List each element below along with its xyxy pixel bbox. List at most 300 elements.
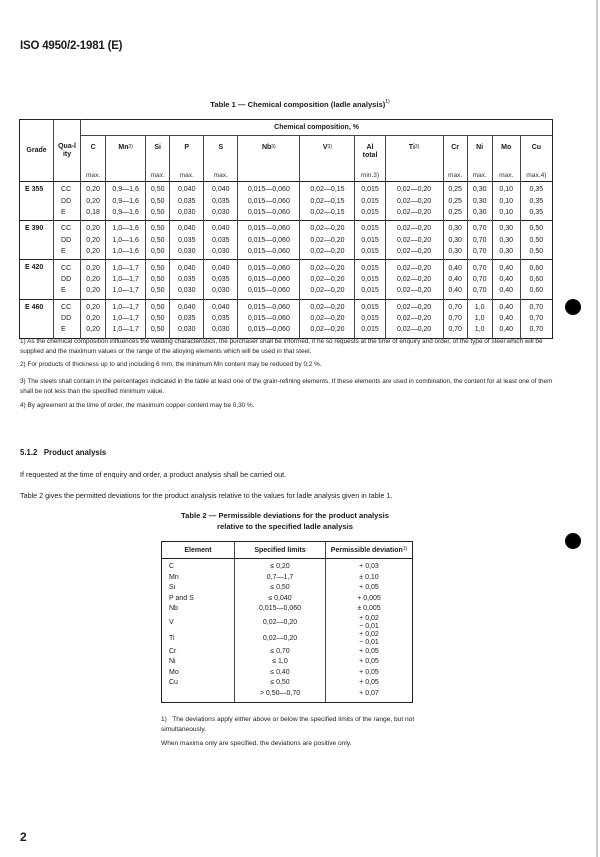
- value-cell: 0,02—0,20: [300, 221, 355, 235]
- value-cell: 0,02—0,20: [385, 182, 443, 196]
- table-row: [162, 573, 413, 584]
- grade-cell: E 460: [25, 303, 44, 311]
- value-cell: 0,02—0,20: [300, 274, 355, 285]
- table-row: [20, 260, 553, 274]
- value-cell: 0,02—0,20: [385, 221, 443, 235]
- quality-cell: E: [54, 246, 81, 260]
- limit-type: max.: [492, 170, 520, 182]
- value-cell: 0,50: [146, 285, 170, 299]
- table1-title-text: Table 1 — Chemical composition (ladle analysis): [210, 100, 386, 109]
- value-cell: 0,25: [443, 207, 467, 221]
- value-cell: 0,50: [520, 221, 552, 235]
- value-cell: 0,70: [467, 246, 492, 260]
- value-cell: 0,02—0,20: [385, 260, 443, 274]
- limit-type: [238, 170, 300, 182]
- limit-type: max.: [170, 170, 204, 182]
- value-cell: 0,015—0,060: [238, 235, 300, 246]
- page-number: 2: [20, 830, 27, 844]
- element-cell: Cu: [169, 679, 178, 687]
- deviation-value: + 0,02: [359, 614, 379, 622]
- element-cell: Mn: [169, 573, 179, 581]
- element-cell: Mo: [169, 668, 179, 676]
- element-symbol: Cr: [451, 144, 460, 151]
- specified-limit-cell: ≤ 0,40: [235, 668, 326, 679]
- deviation-value: + 0,005: [357, 594, 381, 602]
- specified-limit-cell: 0,015—0,060: [235, 604, 326, 615]
- table1-footnote-1: 1) As the chemical composition influences the welding characteristics, the purchaser shall be informed, if he so requests at the time of enquiry and order, of the type of steel which will be supplied and the maximum values or the range of the alloying elements which will be used in that steel.: [20, 338, 543, 355]
- permissible-deviation-cell: [326, 559, 413, 573]
- element-symbol: S: [218, 144, 224, 151]
- value-cell: 0,035: [170, 195, 204, 206]
- value-cell: 0,035: [204, 274, 238, 285]
- col-ti-header: [385, 136, 443, 171]
- deviation-value: ± 0,10: [359, 573, 379, 581]
- value-cell: 0,70: [467, 285, 492, 299]
- element-cell: Ni: [169, 658, 176, 666]
- value-cell: 0,50: [146, 246, 170, 260]
- value-cell: 0,25: [443, 182, 467, 196]
- value-cell: 0,040: [204, 299, 238, 313]
- value-cell: 0,70: [467, 274, 492, 285]
- value-cell: 0,015: [355, 285, 385, 299]
- col-element-header: Element: [162, 542, 235, 559]
- value-cell: 0,040: [204, 182, 238, 196]
- element-symbol: Nb: [261, 144, 272, 151]
- value-cell: 0,40: [492, 260, 520, 274]
- table-row: [162, 689, 413, 703]
- value-cell: 0,20: [81, 260, 106, 274]
- value-cell: 0,015: [355, 324, 385, 338]
- value-cell: 0,035: [204, 195, 238, 206]
- value-cell: 0,70: [443, 299, 467, 313]
- value-cell: 0,015: [355, 274, 385, 285]
- value-cell: 0,50: [146, 221, 170, 235]
- deviation-value: − 0,01: [359, 622, 379, 630]
- value-cell: 0,40: [492, 324, 520, 338]
- value-cell: 1,0—1,7: [106, 260, 146, 274]
- value-cell: 0,50: [146, 235, 170, 246]
- value-cell: 0,20: [81, 274, 106, 285]
- table-row: [20, 313, 553, 324]
- value-cell: 0,02—0,20: [385, 313, 443, 324]
- specified-limit-cell: ≤ 0,50: [235, 583, 326, 594]
- page-edge: [596, 0, 598, 857]
- value-cell: 0,50: [520, 235, 552, 246]
- table-row: [20, 221, 553, 235]
- value-cell: 0,40: [443, 285, 467, 299]
- col-specified-limits-header: Specified limits: [235, 542, 326, 559]
- table-row: [20, 207, 553, 221]
- value-cell: 0,40: [492, 299, 520, 313]
- grade-cell: E 355: [25, 186, 44, 193]
- value-cell: 0,015—0,060: [238, 274, 300, 285]
- value-cell: 0,10: [492, 207, 520, 221]
- permissible-deviation-cell: [326, 604, 413, 615]
- value-cell: 0,02—0,20: [385, 246, 443, 260]
- limit-type: max.: [467, 170, 492, 182]
- value-cell: 0,015: [355, 260, 385, 274]
- permissible-deviation-cell: [326, 678, 413, 689]
- value-cell: 0,015: [355, 313, 385, 324]
- grade-group: [20, 221, 553, 260]
- value-cell: 0,70: [443, 324, 467, 338]
- table1-title-footnote-ref: 1): [385, 99, 390, 105]
- value-cell: 0,35: [520, 182, 552, 196]
- deviation-value: + 0,05: [359, 679, 379, 687]
- value-cell: 0,015: [355, 235, 385, 246]
- value-cell: 0,40: [492, 313, 520, 324]
- deviation-value: + 0,03: [359, 563, 379, 571]
- document-id: ISO 4950/2-1981 (E): [20, 40, 123, 52]
- table2-footnote: 1) The deviations apply either above or below the specified limits of the range, but not simultaneously.: [161, 716, 416, 733]
- value-cell: 1,0: [467, 324, 492, 338]
- table-row: [20, 195, 553, 206]
- value-cell: 1,0—1,6: [106, 221, 146, 235]
- value-cell: 0,50: [146, 324, 170, 338]
- value-cell: 0,030: [204, 207, 238, 221]
- table-row: [162, 559, 413, 573]
- value-cell: 0,50: [146, 274, 170, 285]
- value-cell: 0,30: [443, 221, 467, 235]
- quality-cell: DD: [54, 235, 81, 246]
- deviation-value: − 0,01: [359, 638, 379, 646]
- value-cell: 0,50: [146, 207, 170, 221]
- value-cell: 0,40: [443, 274, 467, 285]
- value-cell: 0,02—0,20: [385, 274, 443, 285]
- quality-cell: E: [54, 324, 81, 338]
- value-cell: 0,60: [520, 285, 552, 299]
- value-cell: 0,015—0,060: [238, 207, 300, 221]
- value-cell: 0,10: [492, 195, 520, 206]
- value-cell: 0,30: [492, 235, 520, 246]
- value-cell: 0,015—0,060: [238, 246, 300, 260]
- permissible-deviation-cell: [326, 647, 413, 658]
- value-cell: 0,70: [467, 235, 492, 246]
- value-cell: 1,0—1,7: [106, 324, 146, 338]
- value-cell: 0,02—0,20: [300, 246, 355, 260]
- value-cell: 0,015—0,060: [238, 221, 300, 235]
- value-cell: 0,040: [170, 182, 204, 196]
- deviation-value: + 0,05: [359, 668, 379, 676]
- table-row: [20, 182, 553, 196]
- element-cell: P and S: [169, 594, 194, 602]
- specified-limit-cell: ≤ 0,20: [235, 559, 326, 573]
- value-cell: 0,20: [81, 235, 106, 246]
- value-cell: 0,035: [204, 313, 238, 324]
- table-row: [20, 274, 553, 285]
- table2-title-line1: Table 2 — Permissible deviations for the product analysis: [181, 511, 389, 520]
- col-cr-header: [443, 136, 467, 171]
- grade-group: [20, 299, 553, 338]
- permissible-deviation-cell: [326, 573, 413, 584]
- specified-limit-cell: 0,7—1,7: [235, 573, 326, 584]
- value-cell: 0,035: [170, 313, 204, 324]
- value-cell: 0,02—0,20: [300, 313, 355, 324]
- quality-cell: DD: [54, 274, 81, 285]
- permissible-deviation-cell: [326, 689, 413, 703]
- deviation-value: + 0,05: [359, 584, 379, 592]
- deviation-value: ± 0,005: [357, 605, 381, 613]
- element-symbol: Cu: [531, 144, 542, 151]
- value-cell: 0,70: [467, 221, 492, 235]
- col-mo-header: [492, 136, 520, 171]
- value-cell: 0,9—1,6: [106, 195, 146, 206]
- limit-type: min.3): [355, 170, 385, 182]
- value-cell: 0,30: [467, 182, 492, 196]
- col-si-header: [146, 136, 170, 171]
- grade-cell: E 420: [25, 264, 44, 272]
- table-row: [162, 678, 413, 689]
- table-row: [162, 583, 413, 594]
- value-cell: 1,0: [467, 299, 492, 313]
- limit-type: max.: [146, 170, 170, 182]
- value-cell: 0,030: [204, 246, 238, 260]
- element-cell: Ti: [169, 634, 175, 642]
- value-cell: 0,02—0,20: [300, 299, 355, 313]
- quality-cell: DD: [54, 195, 81, 206]
- value-cell: 0,02—0,20: [385, 195, 443, 206]
- value-cell: 1,0—1,7: [106, 285, 146, 299]
- value-cell: 0,30: [443, 246, 467, 260]
- specified-limit-cell: ≤ 1,0: [235, 657, 326, 668]
- element-cell: [162, 689, 235, 703]
- value-cell: 0,02—0,20: [385, 235, 443, 246]
- value-cell: 0,60: [520, 260, 552, 274]
- value-cell: 0,015: [355, 246, 385, 260]
- table1-footnote-4: 4) By agreement at the time of order, the maximum copper content may be 0,30 %.: [20, 402, 255, 409]
- element-cell: Nb: [169, 605, 178, 613]
- quality-cell: DD: [54, 313, 81, 324]
- chemical-composition-group-header: Chemical composition, %: [81, 120, 553, 136]
- permissible-deviation-cell: [326, 594, 413, 605]
- element-symbol: Al: [366, 144, 374, 151]
- punch-hole-mark: [565, 299, 581, 315]
- grade-cell: E 390: [25, 225, 44, 233]
- footnote-ref: 2): [128, 144, 133, 150]
- value-cell: 0,015: [355, 221, 385, 235]
- table-row: [162, 604, 413, 615]
- value-cell: 0,02—0,20: [385, 285, 443, 299]
- element-symbol: C: [90, 144, 96, 151]
- value-cell: 0,040: [170, 299, 204, 313]
- value-cell: 0,70: [443, 313, 467, 324]
- value-cell: 0,20: [81, 182, 106, 196]
- table-row: [162, 615, 413, 631]
- value-cell: 0,030: [170, 324, 204, 338]
- value-cell: 1,0: [467, 313, 492, 324]
- col-permissible-deviation-text: Permissible deviation: [330, 546, 403, 554]
- value-cell: 0,015: [355, 182, 385, 196]
- value-cell: 0,02—0,20: [300, 260, 355, 274]
- value-cell: 0,20: [81, 285, 106, 299]
- value-cell: 0,25: [443, 195, 467, 206]
- permissible-deviation-cell: [326, 615, 413, 631]
- value-cell: 1,0—1,7: [106, 299, 146, 313]
- value-cell: 0,20: [81, 313, 106, 324]
- table2-note: When maxima only are specified, the deviations are positive only.: [161, 740, 352, 747]
- punch-hole-mark: [565, 533, 581, 549]
- value-cell: 0,20: [81, 221, 106, 235]
- quality-cell: CC: [54, 221, 81, 235]
- col-grade-header: Grade: [20, 120, 54, 182]
- permissible-deviations-table: [161, 541, 413, 703]
- table2-title-line2: relative to the specified ladle analysis: [217, 521, 353, 531]
- value-cell: 0,030: [204, 324, 238, 338]
- value-cell: 0,70: [467, 260, 492, 274]
- value-cell: 0,9—1,6: [106, 182, 146, 196]
- value-cell: 0,015—0,060: [238, 260, 300, 274]
- value-cell: 0,30: [492, 221, 520, 235]
- value-cell: 0,02—0,15: [300, 182, 355, 196]
- value-cell: 0,35: [520, 195, 552, 206]
- permissible-deviation-cell: [326, 668, 413, 679]
- value-cell: 0,70: [520, 299, 552, 313]
- value-cell: 0,9—1,6: [106, 207, 146, 221]
- value-cell: 0,20: [81, 299, 106, 313]
- value-cell: 0,30: [443, 235, 467, 246]
- value-cell: 0,02—0,20: [300, 324, 355, 338]
- value-cell: 0,030: [204, 285, 238, 299]
- value-cell: 0,10: [492, 182, 520, 196]
- specified-limit-cell: 0,02—0,20: [235, 615, 326, 631]
- quality-cell: E: [54, 285, 81, 299]
- value-cell: 0,02—0,15: [300, 195, 355, 206]
- limit-type: max.: [81, 170, 106, 182]
- table-row: [162, 647, 413, 658]
- quality-cell: CC: [54, 299, 81, 313]
- value-cell: 0,02—0,20: [300, 285, 355, 299]
- limit-type: max.: [204, 170, 238, 182]
- specified-limit-cell: ≤ 0,70: [235, 647, 326, 658]
- table-row: [20, 299, 553, 313]
- element-cell: C: [169, 563, 175, 571]
- value-cell: 1,0—1,7: [106, 313, 146, 324]
- grade-group: [20, 260, 553, 299]
- value-cell: 0,60: [520, 274, 552, 285]
- col-mn-header: [106, 136, 146, 171]
- col-v-header: [300, 136, 355, 171]
- limit-type: [385, 170, 443, 182]
- table-row: [162, 668, 413, 679]
- footnote-ref: 3): [327, 144, 332, 150]
- element-cell: Cr: [169, 647, 177, 655]
- col-al-header: [355, 136, 385, 171]
- value-cell: 0,040: [170, 260, 204, 274]
- element-symbol: V: [322, 144, 328, 151]
- table-row: [20, 285, 553, 299]
- value-cell: 0,20: [81, 324, 106, 338]
- limit-type: max.: [443, 170, 467, 182]
- value-cell: 0,02—0,20: [300, 235, 355, 246]
- value-cell: 0,18: [81, 207, 106, 221]
- value-cell: 0,015—0,060: [238, 195, 300, 206]
- value-cell: 0,50: [146, 260, 170, 274]
- element-cell: Si: [169, 584, 176, 592]
- limit-type: [300, 170, 355, 182]
- permissible-deviation-cell: [326, 657, 413, 668]
- limit-type: max.4): [520, 170, 552, 182]
- deviation-value: + 0,02: [359, 630, 379, 638]
- col-permissible-deviation-header: [326, 542, 413, 559]
- value-cell: 0,015: [355, 207, 385, 221]
- footnote-ref: 3): [414, 144, 420, 150]
- value-cell: 0,030: [170, 207, 204, 221]
- section-heading: 5.1.2 Product analysis: [20, 448, 107, 457]
- value-cell: 0,030: [170, 246, 204, 260]
- value-cell: 0,40: [443, 260, 467, 274]
- value-cell: 0,50: [146, 313, 170, 324]
- col-ni-header: [467, 136, 492, 171]
- table-row: [20, 246, 553, 260]
- permissible-deviation-cell: [326, 631, 413, 647]
- deviation-value: + 0,07: [359, 689, 379, 697]
- chemical-composition-table: [19, 119, 553, 339]
- value-cell: 0,30: [467, 207, 492, 221]
- value-cell: 0,040: [170, 221, 204, 235]
- specified-limit-cell: ≤ 0,50: [235, 678, 326, 689]
- value-cell: 0,20: [81, 246, 106, 260]
- table-row: [162, 657, 413, 668]
- col-s-header: [204, 136, 238, 171]
- value-cell: 0,015: [355, 299, 385, 313]
- element-qualifier: total: [362, 152, 378, 159]
- permissible-deviation-cell: [326, 583, 413, 594]
- value-cell: 0,40: [492, 274, 520, 285]
- value-cell: 0,40: [492, 285, 520, 299]
- element-symbol: Mn: [118, 144, 129, 151]
- col-quality-text: Qua-lity: [58, 142, 76, 158]
- paragraph: If requested at the time of enquiry and order, a product analysis shall be carried out.: [20, 470, 287, 479]
- value-cell: 0,035: [170, 235, 204, 246]
- limit-type: [106, 170, 146, 182]
- table1-title: [0, 100, 600, 109]
- value-cell: 1,0—1,6: [106, 246, 146, 260]
- value-cell: 0,040: [204, 221, 238, 235]
- value-cell: 0,015—0,060: [238, 182, 300, 196]
- col-nb-header: [238, 136, 300, 171]
- value-cell: 0,50: [146, 182, 170, 196]
- value-cell: 0,015—0,060: [238, 285, 300, 299]
- element-symbol: P: [184, 144, 190, 151]
- quality-cell: CC: [54, 260, 81, 274]
- value-cell: 0,040: [204, 260, 238, 274]
- value-cell: 0,02—0,20: [385, 324, 443, 338]
- element-symbol: Ni: [476, 144, 484, 151]
- table1-footnote-3: 3) The steels shall contain in the percentages indicated in the table at least one of the grain-refining elements. If these elements are used in combination, the content for at least one of them shall be not less than the specified minimum value.: [20, 378, 553, 395]
- value-cell: 0,02—0,20: [385, 207, 443, 221]
- value-cell: 0,035: [204, 235, 238, 246]
- specified-limit-cell: > 0,50—0,70: [235, 689, 326, 703]
- col-quality-header: [54, 120, 81, 182]
- table-row: [162, 594, 413, 605]
- specified-limit-cell: 0,02—0,20: [235, 631, 326, 647]
- quality-cell: E: [54, 207, 81, 221]
- element-cell: V: [169, 618, 174, 626]
- value-cell: 0,035: [170, 274, 204, 285]
- value-cell: 0,30: [467, 195, 492, 206]
- col-cu-header: [520, 136, 552, 171]
- table-row: [20, 235, 553, 246]
- element-symbol: Mo: [501, 144, 512, 151]
- specified-limit-cell: ≤ 0,040: [235, 594, 326, 605]
- footnote-ref: 3): [271, 144, 276, 150]
- value-cell: 0,015: [355, 195, 385, 206]
- value-cell: 0,35: [520, 207, 552, 221]
- table1-footnote-2: 2) For products of thickness up to and including 6 mm, the minimum Mn content may be reduced by 0,2 %.: [20, 361, 322, 368]
- deviation-value: + 0,05: [359, 658, 379, 666]
- table-row: [162, 631, 413, 647]
- paragraph: Table 2 gives the permitted deviations for the product analysis relative to the values for ladle analysis given in table 1.: [20, 491, 393, 500]
